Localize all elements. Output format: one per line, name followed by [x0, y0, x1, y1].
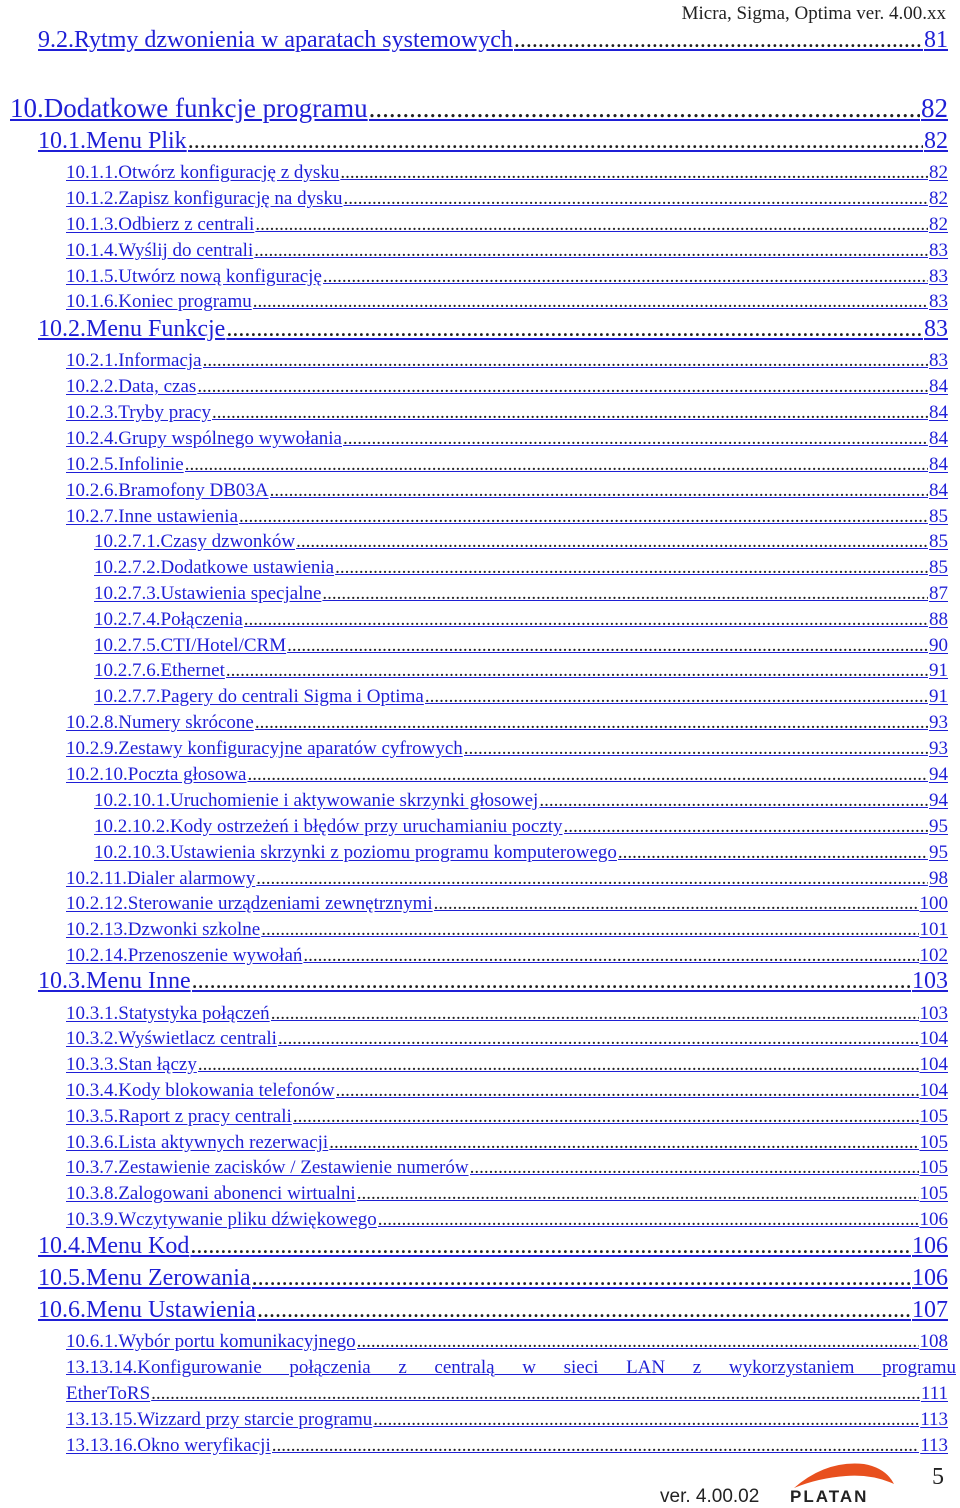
- toc-leader-dots: [369, 93, 920, 124]
- running-header: Micra, Sigma, Optima ver. 4.00.xx: [681, 3, 946, 24]
- toc-entry[interactable]: [66, 1331, 948, 1353]
- toc-leader-dots: [343, 428, 928, 450]
- toc-entry[interactable]: [66, 738, 948, 760]
- toc-entry[interactable]: [38, 968, 948, 995]
- toc-entry-page: 85: [929, 531, 948, 552]
- toc-entry-title: 10.2.7.4.Połączenia: [94, 609, 243, 630]
- toc-entry-page: 91: [929, 686, 948, 707]
- toc-entry[interactable]: [66, 506, 948, 528]
- toc-leader-dots: [244, 609, 928, 631]
- toc-entry-page: 81: [924, 27, 948, 53]
- toc-leader-dots: [618, 842, 928, 864]
- toc-entry-page: 95: [929, 816, 948, 837]
- toc-leader-dots: [464, 738, 928, 760]
- toc-entry[interactable]: [66, 214, 948, 236]
- toc-entry-page: 104: [919, 1054, 948, 1075]
- toc-entry-page: 107: [912, 1297, 948, 1323]
- toc-entry-page: 82: [929, 162, 948, 183]
- toc-leader-dots: [514, 27, 923, 54]
- toc-entry-title: 10.2.Menu Funkcje: [38, 316, 226, 342]
- toc-leader-dots: [254, 240, 928, 262]
- toc-entry-title: 10.6.1.Wybór portu komunikacyjnego: [66, 1331, 356, 1352]
- logo-text: PLATAN: [790, 1487, 869, 1506]
- toc-entry-page: 105: [919, 1106, 948, 1127]
- toc-entry[interactable]: [66, 712, 948, 734]
- toc-entry[interactable]: [66, 266, 948, 288]
- toc-entry-title: 10.2.7.1.Czasy dzwonków: [94, 531, 296, 552]
- toc-leader-dots: [190, 1233, 911, 1260]
- toc-entry[interactable]: [66, 1132, 948, 1154]
- toc-leader-dots: [296, 531, 928, 553]
- toc-entry-page: 84: [929, 402, 948, 423]
- toc-entry-title: 10.1.3.Odbierz z centrali: [66, 214, 255, 235]
- toc-leader-dots: [270, 480, 928, 502]
- toc-entry-title: 10.2.14.Przenoszenie wywołań: [66, 945, 303, 966]
- toc-leader-dots: [303, 945, 918, 967]
- toc-entry[interactable]: [66, 402, 948, 424]
- toc-entry-page: 105: [919, 1132, 948, 1153]
- toc-entry[interactable]: [38, 27, 948, 54]
- toc-entry[interactable]: [66, 1080, 948, 1102]
- toc-entry[interactable]: [94, 583, 948, 605]
- toc-entry-page: 104: [919, 1080, 948, 1101]
- toc-entry-title: 10.2.8.Numery skrócone: [66, 712, 254, 733]
- toc-entry-title: 10.2.3.Tryby pracy: [66, 402, 211, 423]
- toc-leader-dots: [287, 635, 928, 657]
- toc-entry[interactable]: [66, 764, 948, 786]
- toc-entry[interactable]: [66, 868, 948, 890]
- toc-entry[interactable]: [94, 842, 948, 864]
- toc-entry-wrapped-line1[interactable]: 13.13.14.Konfigurowanie połączenia z centralą w sieci LAN z wykorzystaniem programu: [66, 1357, 956, 1378]
- toc-entry[interactable]: [94, 686, 948, 708]
- toc-entry-page: 84: [929, 454, 948, 475]
- toc-leader-dots: [253, 291, 928, 313]
- toc-leader-dots: [261, 919, 918, 941]
- toc-entry-title: EtherToRS: [66, 1383, 151, 1404]
- toc-entry-page: 105: [919, 1157, 948, 1178]
- toc-entry-title: 10.3.2.Wyświetlacz centrali: [66, 1028, 277, 1049]
- toc-entry-title: 10.3.3.Stan łączy: [66, 1054, 197, 1075]
- toc-entry[interactable]: [94, 609, 948, 631]
- toc-entry[interactable]: [66, 919, 948, 941]
- toc-entry[interactable]: [66, 893, 948, 915]
- toc-entry-page: 93: [929, 738, 948, 759]
- toc-leader-dots: [470, 1157, 919, 1179]
- toc-entry-page: 106: [919, 1209, 948, 1230]
- toc-entry-title: 10.2.7.2.Dodatkowe ustawienia: [94, 557, 335, 578]
- toc-entry-page: 85: [929, 506, 948, 527]
- toc-entry-title: 10.2.7.5.CTI/Hotel/CRM: [94, 635, 287, 656]
- toc-entry-page: 103: [919, 1003, 948, 1024]
- toc-entry-title: 10.3.4.Kody blokowania telefonów: [66, 1080, 335, 1101]
- toc-leader-dots: [185, 454, 928, 476]
- toc-entry-title: 10.3.5.Raport z pracy centrali: [66, 1106, 292, 1127]
- toc-entry-title: 10.2.7.6.Ethernet: [94, 660, 225, 681]
- toc-leader-dots: [272, 1435, 919, 1457]
- toc-entry-page: 82: [929, 188, 948, 209]
- toc-entry-title: 10.1.6.Koniec programu: [66, 291, 252, 312]
- toc-entry-title: 10.1.Menu Plik: [38, 128, 187, 154]
- toc-leader-dots: [293, 1106, 919, 1128]
- toc-entry-page: 83: [929, 240, 948, 261]
- toc-entry-title: 10.4.Menu Kod: [38, 1233, 190, 1259]
- toc-entry-page: 94: [929, 790, 948, 811]
- toc-entry[interactable]: [94, 660, 948, 682]
- toc-leader-dots: [188, 128, 923, 155]
- toc-entry-title: 10.3.7.Zestawienie zacisków / Zestawienie numerów: [66, 1157, 469, 1178]
- toc-entry-page: 100: [919, 893, 948, 914]
- toc-leader-dots: [323, 266, 928, 288]
- toc-entry-page: 84: [929, 480, 948, 501]
- toc-entry-title: 13.13.15.Wizzard przy starcie programu: [66, 1409, 373, 1430]
- toc-entry-page: 87: [929, 583, 948, 604]
- toc-entry-page: 98: [929, 868, 948, 889]
- toc-entry-title: 10.2.5.Infolinie: [66, 454, 184, 475]
- toc-entry-page: 83: [929, 350, 948, 371]
- toc-entry[interactable]: [38, 128, 948, 155]
- toc-entry-title: 10.3.Menu Inne: [38, 968, 191, 994]
- toc-entry-title: 10.3.9.Wczytywanie pliku dźwiękowego: [66, 1209, 377, 1230]
- toc-entry-page: 90: [929, 635, 948, 656]
- toc-leader-dots: [151, 1383, 920, 1405]
- toc-leader-dots: [203, 350, 928, 372]
- toc-entry[interactable]: [66, 1106, 948, 1128]
- toc-entry-page: 82: [921, 93, 948, 123]
- toc-entry-page: 84: [929, 428, 948, 449]
- toc-leader-dots: [378, 1209, 919, 1231]
- toc-entry-page: 93: [929, 712, 948, 733]
- toc-entry-title: 10.2.9.Zestawy konfiguracyjne aparatów cyfrowych: [66, 738, 463, 759]
- toc-entry-title: 10.2.7.Inne ustawienia: [66, 506, 239, 527]
- toc-leader-dots: [322, 583, 928, 605]
- toc-entry[interactable]: [66, 1209, 948, 1231]
- toc-entry-page: 95: [929, 842, 948, 863]
- toc-entry[interactable]: [38, 1233, 948, 1260]
- toc-leader-dots: [336, 1080, 919, 1102]
- toc-entry[interactable]: [94, 816, 948, 838]
- toc-leader-dots: [257, 1297, 911, 1324]
- toc-entry-title: 10.2.10.3.Ustawienia skrzynki z poziomu programu komputerowego: [94, 842, 617, 863]
- toc-entry-page: 84: [929, 376, 948, 397]
- toc-leader-dots: [256, 868, 928, 890]
- toc-leader-dots: [340, 162, 928, 184]
- toc-entry[interactable]: [94, 635, 948, 657]
- toc-entry[interactable]: [38, 316, 948, 343]
- toc-leader-dots: [255, 712, 928, 734]
- toc-leader-dots: [255, 214, 928, 236]
- toc-entry[interactable]: [94, 557, 948, 579]
- toc-entry-title: 10.1.5.Utwórz nową konfigurację: [66, 266, 322, 287]
- toc-entry-page: 82: [924, 128, 948, 154]
- toc-entry-page: 94: [929, 764, 948, 785]
- toc-entry-title: 10.2.10.2.Kody ostrzeżeń i błędów przy uruchamianiu poczty: [94, 816, 563, 837]
- toc-entry-page: 101: [919, 919, 948, 940]
- toc-entry-title: 10.2.4.Grupy wspólnego wywołania: [66, 428, 342, 449]
- toc-leader-dots: [357, 1331, 919, 1353]
- toc-entry-page: 113: [920, 1435, 948, 1456]
- toc-entry-title: 10.2.7.7.Pagery do centrali Sigma i Optima: [94, 686, 424, 707]
- toc-entry-title: 10.2.11.Dialer alarmowy: [66, 868, 256, 889]
- toc-leader-dots: [564, 816, 928, 838]
- toc-entry[interactable]: [66, 1409, 948, 1431]
- toc-leader-dots: [373, 1409, 919, 1431]
- toc-entry-title: 10.1.1.Otwórz konfigurację z dysku: [66, 162, 340, 183]
- toc-entry-wrapped-line2[interactable]: [66, 1383, 948, 1405]
- toc-entry-page: 83: [929, 266, 948, 287]
- toc-entry-title: 10.2.7.3.Ustawienia specjalne: [94, 583, 322, 604]
- toc-entry-title: 10.2.10.1.Uruchomienie i aktywowanie skrzynki głosowej: [94, 790, 539, 811]
- platan-logo: [786, 1458, 896, 1506]
- toc-entry[interactable]: [66, 454, 948, 476]
- toc-entry-title: 10.Dodatkowe funkcje programu: [10, 93, 368, 123]
- toc-entry-page: 104: [919, 1028, 948, 1049]
- toc-leader-dots: [192, 968, 911, 995]
- toc-leader-dots: [335, 557, 928, 579]
- toc-entry-title: 10.2.2.Data, czas: [66, 376, 197, 397]
- toc-leader-dots: [343, 188, 928, 210]
- toc-entry-title: 10.1.2.Zapisz konfigurację na dysku: [66, 188, 343, 209]
- toc-entry[interactable]: [38, 1265, 948, 1292]
- toc-entry-title: 10.3.1.Statystyka połączeń: [66, 1003, 270, 1024]
- toc-entry-page: 103: [912, 968, 948, 994]
- toc-entry-title: 10.2.6.Bramofony DB03A: [66, 480, 269, 501]
- toc-entry[interactable]: [66, 428, 948, 450]
- toc-entry-page: 102: [919, 945, 948, 966]
- toc-entry[interactable]: [66, 1157, 948, 1179]
- toc-entry[interactable]: [66, 1003, 948, 1025]
- toc-entry-title: 13.13.16.Okno weryfikacji: [66, 1435, 271, 1456]
- toc-entry[interactable]: [94, 531, 948, 553]
- toc-leader-dots: [329, 1132, 918, 1154]
- toc-entry-page: 113: [920, 1409, 948, 1430]
- toc-entry-title: 10.2.12.Sterowanie urządzeniami zewnętrznymi: [66, 893, 433, 914]
- toc-entry-page: 106: [912, 1233, 948, 1259]
- footer-version: ver. 4.00.02: [660, 1486, 760, 1507]
- toc-leader-dots: [197, 376, 928, 398]
- toc-entry[interactable]: [66, 162, 948, 184]
- toc-entry-page: 83: [929, 291, 948, 312]
- toc-entry-title: 10.2.10.Poczta głosowa: [66, 764, 247, 785]
- toc-entry-page: 82: [929, 214, 948, 235]
- toc-entry[interactable]: [38, 1297, 948, 1324]
- toc-leader-dots: [425, 686, 928, 708]
- toc-entry-title: 10.3.8.Zalogowani abonenci wirtualni: [66, 1183, 356, 1204]
- toc-entry-title: 10.3.6.Lista aktywnych rezerwacji: [66, 1132, 329, 1153]
- toc-entry[interactable]: [66, 188, 948, 210]
- toc-entry-page: 83: [924, 316, 948, 342]
- toc-entry-page: 88: [929, 609, 948, 630]
- toc-leader-dots: [278, 1028, 919, 1050]
- toc-leader-dots: [271, 1003, 919, 1025]
- toc-entry[interactable]: [66, 350, 948, 372]
- toc-leader-dots: [239, 506, 928, 528]
- toc-entry-title: 10.2.1.Informacja: [66, 350, 202, 371]
- toc-leader-dots: [357, 1183, 919, 1205]
- toc-leader-dots: [226, 660, 928, 682]
- toc-leader-dots: [252, 1265, 911, 1292]
- toc-entry[interactable]: [66, 291, 948, 313]
- toc-entry-title: 9.2.Rytmy dzwonienia w aparatach systemowych: [38, 27, 513, 53]
- toc-entry[interactable]: [94, 790, 948, 812]
- toc-entry-page: 85: [929, 557, 948, 578]
- toc-entry-title: 10.1.4.Wyślij do centrali: [66, 240, 254, 261]
- toc-entry-page: 111: [920, 1383, 948, 1404]
- toc-leader-dots: [198, 1054, 919, 1076]
- toc-entry[interactable]: [66, 1028, 948, 1050]
- toc-entry-page: 91: [929, 660, 948, 681]
- toc-leader-dots: [226, 316, 923, 343]
- toc-entry[interactable]: [66, 480, 948, 502]
- toc-entry-page: 105: [919, 1183, 948, 1204]
- toc-entry[interactable]: [66, 376, 948, 398]
- page-number: 5: [932, 1464, 944, 1490]
- toc-entry[interactable]: [66, 945, 948, 967]
- toc-entry-title: 10.2.13.Dzwonki szkolne: [66, 919, 261, 940]
- toc-entry[interactable]: [66, 1435, 948, 1457]
- toc-entry[interactable]: [66, 1054, 948, 1076]
- toc-entry-page: 106: [912, 1265, 948, 1291]
- toc-leader-dots: [247, 764, 928, 786]
- toc-entry[interactable]: [10, 93, 948, 124]
- toc-leader-dots: [539, 790, 928, 812]
- toc-entry[interactable]: [66, 1183, 948, 1205]
- toc-leader-dots: [212, 402, 928, 424]
- toc-entry[interactable]: [66, 240, 948, 262]
- toc-entry-title: 10.6.Menu Ustawienia: [38, 1297, 256, 1323]
- toc-entry-title: 10.5.Menu Zerowania: [38, 1265, 251, 1291]
- toc-leader-dots: [434, 893, 919, 915]
- toc-entry-page: 108: [919, 1331, 948, 1352]
